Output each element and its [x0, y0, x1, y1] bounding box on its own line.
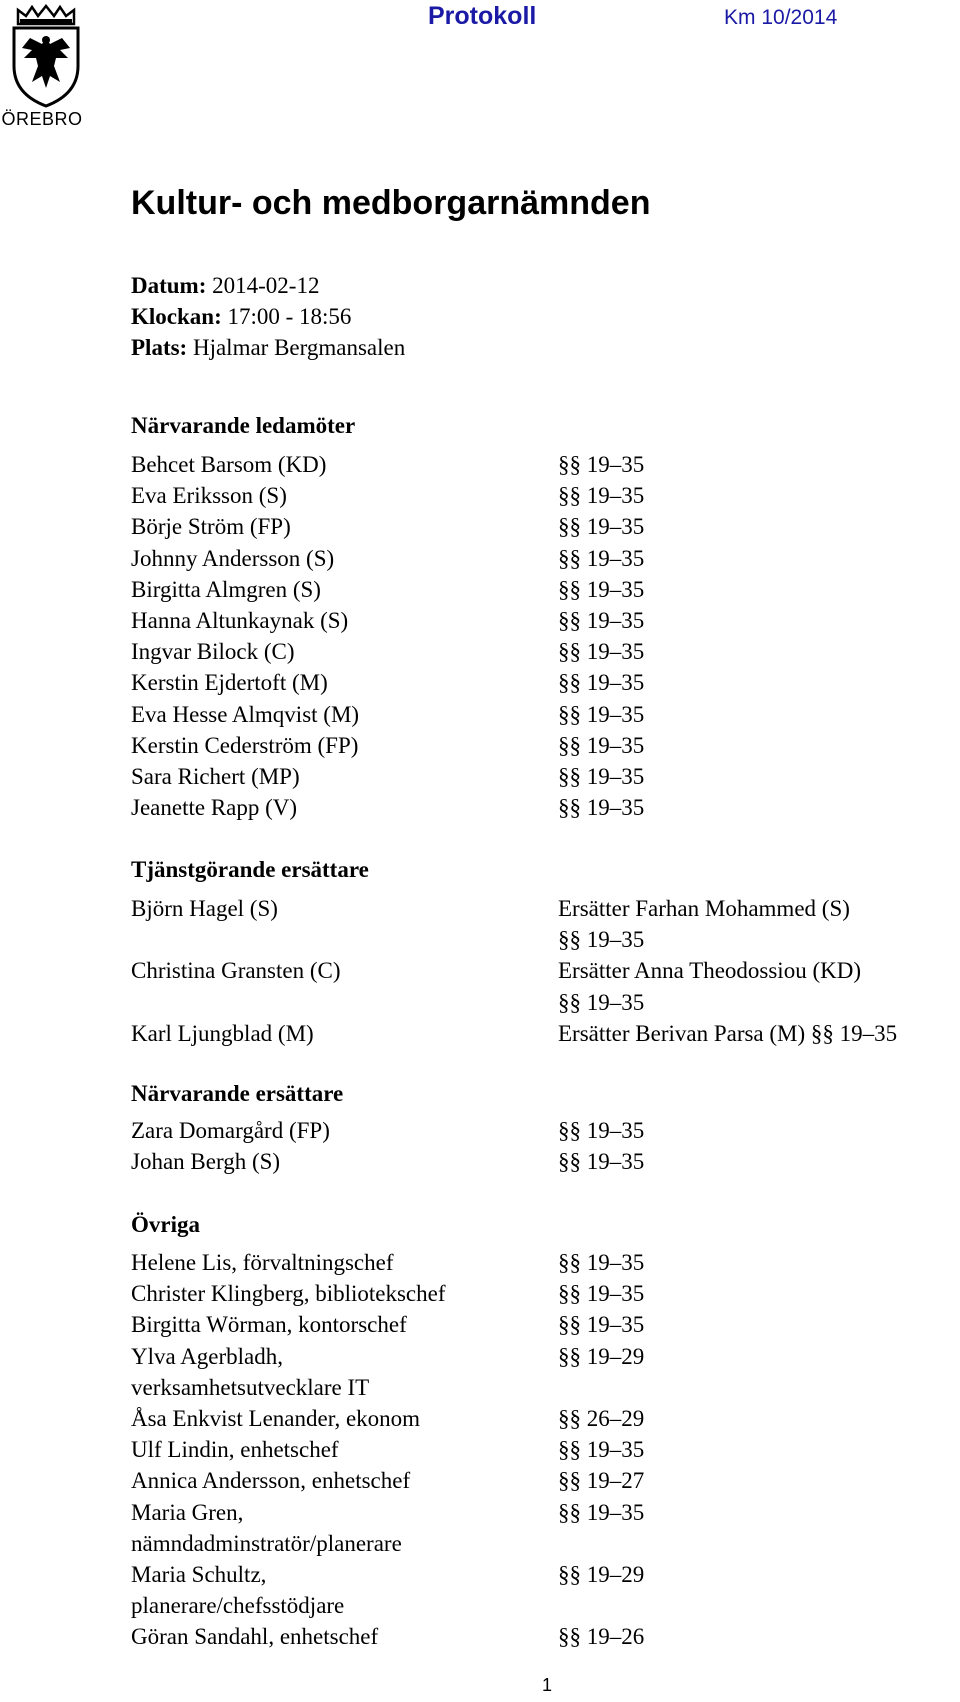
substitute-name: Björn Hagel (S) [131, 896, 278, 921]
coat-of-arms-icon [8, 4, 84, 110]
replaces-text: Ersätter Berivan Parsa (M) §§ 19–35 [558, 1020, 898, 1046]
person-name: Christer Klingberg, bibliotekschef [131, 1281, 446, 1307]
member-name: Birgitta Almgren (S) [131, 576, 321, 602]
person-name: Birgitta Wörman, kontorschef [131, 1312, 407, 1338]
replaces-text: Ersätter Farhan Mohammed (S) [558, 896, 850, 921]
member-name: Börje Ström (FP) [131, 514, 291, 540]
paragraph-range: §§ 19–29 [558, 1343, 645, 1369]
paragraph-range: §§ 19–35 [558, 732, 645, 758]
member-name: Eva Eriksson (S) [131, 483, 287, 509]
person-title: verksamhetsutvecklare IT [131, 1374, 370, 1400]
paragraph-range: §§ 19–29 [558, 1561, 645, 1587]
substitute-name: Christina Gransten (C) [131, 958, 341, 984]
section-heading-tjanstgorande: Tjänstgörande ersättare [131, 857, 369, 882]
person-name: Helene Lis, förvaltningschef [131, 1250, 394, 1275]
person-title: nämndadminstratör/planerare [131, 1530, 402, 1556]
tjanstgorande-list [131, 893, 951, 1049]
paragraph-range: §§ 26–29 [558, 1405, 645, 1431]
paragraph-range: §§ 19–35 [558, 1118, 645, 1143]
list-item [131, 1403, 931, 1434]
document-number: Km 10/2014 [724, 6, 838, 29]
paragraph-range: §§ 19–35 [558, 1281, 645, 1307]
page-title: Kultur- och medborgarnämnden [131, 184, 651, 222]
meta-date [131, 270, 319, 301]
paragraph-range: §§ 19–35 [558, 514, 645, 540]
list-item [131, 636, 931, 667]
person-name: Åsa Enkvist Lenander, ekonom [131, 1405, 421, 1431]
paragraph-range: §§ 19–35 [558, 576, 645, 602]
list-item [131, 1247, 931, 1278]
ovriga-list [131, 1247, 931, 1652]
date-label: Datum: [131, 273, 207, 298]
list-item [131, 1621, 931, 1652]
paragraph-range: §§ 19–26 [558, 1624, 645, 1650]
list-item [131, 699, 931, 730]
member-name: Johnny Andersson (S) [131, 545, 335, 571]
list-item [131, 761, 931, 792]
logo-text: ÖREBRO [1, 109, 83, 129]
list-item [131, 1497, 931, 1559]
paragraph-range: §§ 19–35 [558, 1312, 645, 1338]
member-name: Sara Richert (MP) [131, 763, 300, 789]
paragraph-range: §§ 19–35 [558, 483, 645, 509]
paragraph-range: §§ 19–27 [558, 1468, 645, 1494]
paragraph-range: §§ 19–35 [558, 927, 645, 953]
list-item [131, 480, 931, 511]
replaces-text: Ersätter Anna Theodossiou (KD) [558, 958, 861, 984]
place-label: Plats: [131, 335, 188, 360]
list-item [131, 792, 931, 823]
paragraph-range: §§ 19–35 [558, 639, 645, 665]
time-value: 17:00 - 18:56 [227, 304, 352, 329]
substitute-name: Karl Ljungblad (M) [131, 1020, 314, 1046]
member-name: Kerstin Cederström (FP) [131, 732, 359, 758]
list-item [131, 893, 951, 955]
person-name: Ulf Lindin, enhetschef [131, 1437, 339, 1463]
paragraph-range: §§ 19–35 [558, 607, 645, 633]
paragraph-range: §§ 19–35 [558, 670, 645, 696]
paragraph-range: §§ 19–35 [558, 1149, 645, 1175]
section-heading-ledamoter: Närvarande ledamöter [131, 413, 356, 438]
member-name: Zara Domargård (FP) [131, 1118, 330, 1143]
time-label: Klockan: [131, 304, 222, 329]
list-item [131, 730, 931, 761]
member-name: Behcet Barsom (KD) [131, 452, 327, 477]
paragraph-range: §§ 19–35 [558, 452, 645, 477]
member-name: Hanna Altunkaynak (S) [131, 607, 349, 633]
list-item [131, 1434, 931, 1465]
paragraph-range: §§ 19–35 [558, 1437, 645, 1463]
list-item [131, 1465, 931, 1496]
paragraph-range: §§ 19–35 [558, 989, 645, 1015]
person-name: Ylva Agerbladh, [131, 1343, 284, 1369]
person-name: Annica Andersson, enhetschef [131, 1468, 411, 1494]
paragraph-range: §§ 19–35 [558, 701, 645, 727]
list-item [131, 1559, 931, 1621]
ersattare-list [131, 1115, 931, 1177]
list-item [131, 605, 931, 636]
paragraph-range: §§ 19–35 [558, 795, 645, 821]
paragraph-range: §§ 19–35 [558, 1499, 645, 1525]
list-item [131, 574, 931, 605]
place-value: Hjalmar Bergmansalen [192, 335, 406, 360]
member-name: Kerstin Ejdertoft (M) [131, 670, 328, 696]
meta-time [131, 301, 351, 332]
member-name: Jeanette Rapp (V) [131, 795, 298, 821]
list-item [131, 667, 931, 698]
list-item [131, 511, 931, 542]
paragraph-range: §§ 19–35 [558, 1250, 645, 1275]
section-heading-ersattare: Närvarande ersättare [131, 1081, 344, 1106]
list-item [131, 1309, 931, 1340]
page-number: 1 [542, 1675, 553, 1695]
list-item [131, 543, 931, 574]
person-name: Maria Schultz, [131, 1561, 267, 1587]
list-item [131, 1341, 931, 1403]
person-title: planerare/chefsstödjare [131, 1593, 345, 1619]
paragraph-range: §§ 19–35 [558, 545, 645, 571]
date-value: 2014-02-12 [212, 273, 320, 298]
person-name: Göran Sandahl, enhetschef [131, 1624, 379, 1650]
document-type: Protokoll [428, 2, 537, 30]
paragraph-range: §§ 19–35 [558, 763, 645, 789]
list-item [131, 1278, 931, 1309]
list-item [131, 449, 931, 480]
meta-place [131, 332, 405, 363]
ledamoter-list [131, 449, 931, 823]
list-item [131, 1018, 951, 1049]
section-heading-ovriga: Övriga [131, 1212, 200, 1237]
person-name: Maria Gren, [131, 1499, 244, 1525]
member-name: Ingvar Bilock (C) [131, 639, 295, 665]
member-name: Johan Bergh (S) [131, 1149, 281, 1175]
list-item [131, 1146, 931, 1177]
list-item [131, 955, 951, 1017]
member-name: Eva Hesse Almqvist (M) [131, 701, 360, 727]
list-item [131, 1115, 931, 1146]
